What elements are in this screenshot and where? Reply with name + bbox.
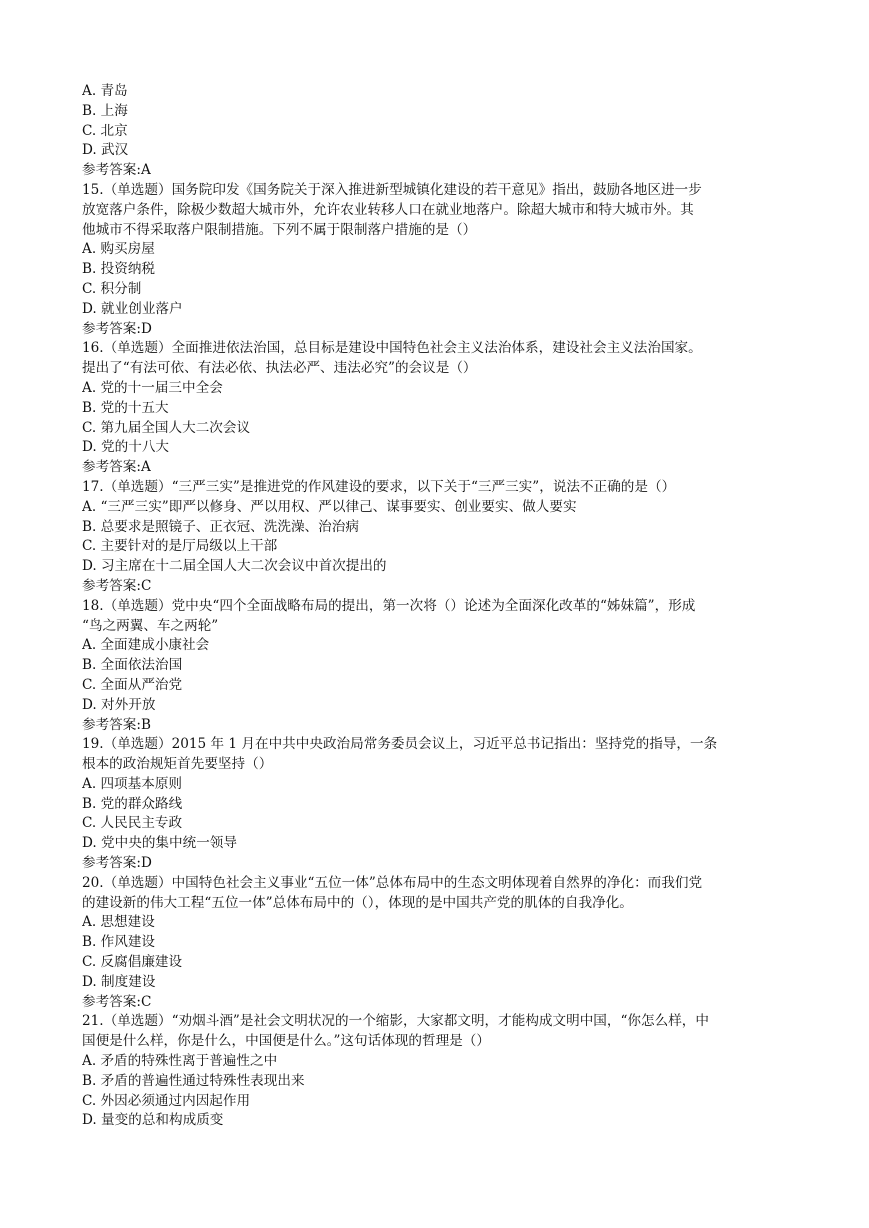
question-stem-line: 放宽落户条件，除极少数超大城市外，允许农业转移人口在就业地落户。除超大城市和特大城市外。其 — [82, 201, 694, 218]
answer-line: 参考答案:C — [82, 577, 152, 594]
option-a: A. 矛盾的特殊性离于普遍性之中 — [82, 1053, 278, 1070]
question-stem-line: 20.（单选题）中国特色社会主义事业“五位一体”总体布局中的生态文明体现着自然界的净化：而我们党 — [82, 874, 703, 891]
option-d: D. 制度建设 — [82, 973, 156, 990]
answer-line: 参考答案:D — [82, 320, 152, 337]
option-a: A. 四项基本原则 — [82, 775, 183, 792]
question-block — [82, 735, 792, 874]
answer-line: 参考答案:A — [82, 459, 151, 476]
option-a: A. 青岛 — [82, 83, 128, 99]
option-b: B. 总要求是照镜子、正衣冠、洗洗澡、治治病 — [82, 518, 359, 535]
option-a: A. 购买房屋 — [82, 241, 155, 258]
answer-line: 参考答案:C — [82, 993, 152, 1010]
question-stem-line: 根本的政治规矩首先要坚持（） — [82, 756, 273, 773]
option-b: B. 作风建设 — [82, 934, 156, 951]
question-stem-line: 18.（单选题）党中央“四个全面战略布局的提出，第一次将（）论述为全面深化改革的“姊妹篇”，形成 — [82, 597, 696, 614]
answer-line: 参考答案:B — [82, 716, 151, 733]
option-a: A. “三严三实”即严以修身、严以用权、严以律己、谋事要实、创业要实、做人要实 — [82, 498, 577, 515]
option-d: D. 就业创业落户 — [82, 300, 183, 317]
option-b: B. 党的群众路线 — [82, 795, 183, 812]
document-body — [82, 82, 792, 1131]
question-list — [82, 181, 792, 1131]
option-d: D. 武汉 — [82, 142, 129, 159]
option-a: A. 思想建设 — [82, 914, 155, 931]
option-b: B. 全面依法治国 — [82, 657, 183, 674]
question-stem-line: “鸟之两翼、车之两轮” — [82, 617, 219, 634]
question-block — [82, 339, 792, 478]
option-a: A. 全面建成小康社会 — [82, 637, 210, 654]
question-stem-line: 21.（单选题）“劝烟斗酒”是社会文明状况的一个缩影，大家都文明，才能构成文明中国，“你怎么样，中 — [82, 1013, 709, 1030]
option-c: C. 人民民主专政 — [82, 815, 183, 832]
option-c: C. 反腐倡廉建设 — [82, 954, 183, 971]
option-d: D. 对外开放 — [82, 696, 156, 713]
option-c: C. 积分制 — [82, 280, 142, 297]
question-stem-line: 16.（单选题）全面推进依法治国，总目标是建设中国特色社会主义法治体系，建设社会主义法治国家。 — [82, 340, 702, 357]
option-b: B. 党的十五大 — [82, 399, 169, 416]
question-stem-line: 提出了“有法可依、有法必依、执法必严、违法必究”的会议是（） — [82, 360, 477, 377]
option-c: C. 第九届全国人大二次会议 — [82, 419, 251, 436]
option-d: D. 党的十八大 — [82, 439, 170, 456]
option-c: C. 外因必须通过内因起作用 — [82, 1092, 251, 1109]
option-c: C. 北京 — [82, 122, 128, 139]
option-d: D. 习主席在十二届全国人大二次会议中首次提出的 — [82, 558, 387, 575]
answer-line: 参考答案:A — [82, 162, 151, 179]
question-block — [82, 1012, 792, 1131]
option-c: C. 全面从严治党 — [82, 676, 183, 693]
question-block — [82, 181, 792, 339]
question-stem-line: 他城市不得采取落户限制措施。下列不属于限制落户措施的是（） — [82, 221, 477, 238]
answer-line: 参考答案:D — [82, 855, 152, 872]
option-b: B. 上海 — [82, 102, 128, 119]
question-block — [82, 874, 792, 1013]
option-a: A. 党的十一届三中全会 — [82, 379, 223, 396]
question-stem-line: 15.（单选题）国务院印发《国务院关于深入推进新型城镇化建设的若干意见》指出，鼓励各地区进一步 — [82, 181, 702, 198]
question-stem-line: 19.（单选题）2015 年 1 月在中共中央政治局常务委员会议上，习近平总书记指出：坚持党的指导，一条 — [82, 736, 718, 753]
option-d: D. 量变的总和构成质变 — [82, 1112, 224, 1129]
option-b: B. 矛盾的普遍性通过特殊性表现出来 — [82, 1072, 305, 1089]
option-b: B. 投资纳税 — [82, 261, 156, 278]
question-stem-line: 的建设新的伟大工程“五位一体”总体布局中的（），体现的是中国共产党的肌体的自我净化。 — [82, 894, 633, 911]
question-stem-line: 17.（单选题）“三严三实”是推进党的作风建设的要求，以下关于“三严三实”，说法不正确的是（） — [82, 478, 676, 495]
option-d: D. 党中央的集中统一领导 — [82, 835, 237, 852]
preceding-question — [82, 82, 792, 181]
question-block — [82, 478, 792, 597]
option-c: C. 主要针对的是厅局级以上干部 — [82, 538, 278, 555]
question-stem-line: 国便是什么样，你是什么，中国便是什么。”这句话体现的哲理是（） — [82, 1033, 490, 1050]
question-block — [82, 597, 792, 736]
